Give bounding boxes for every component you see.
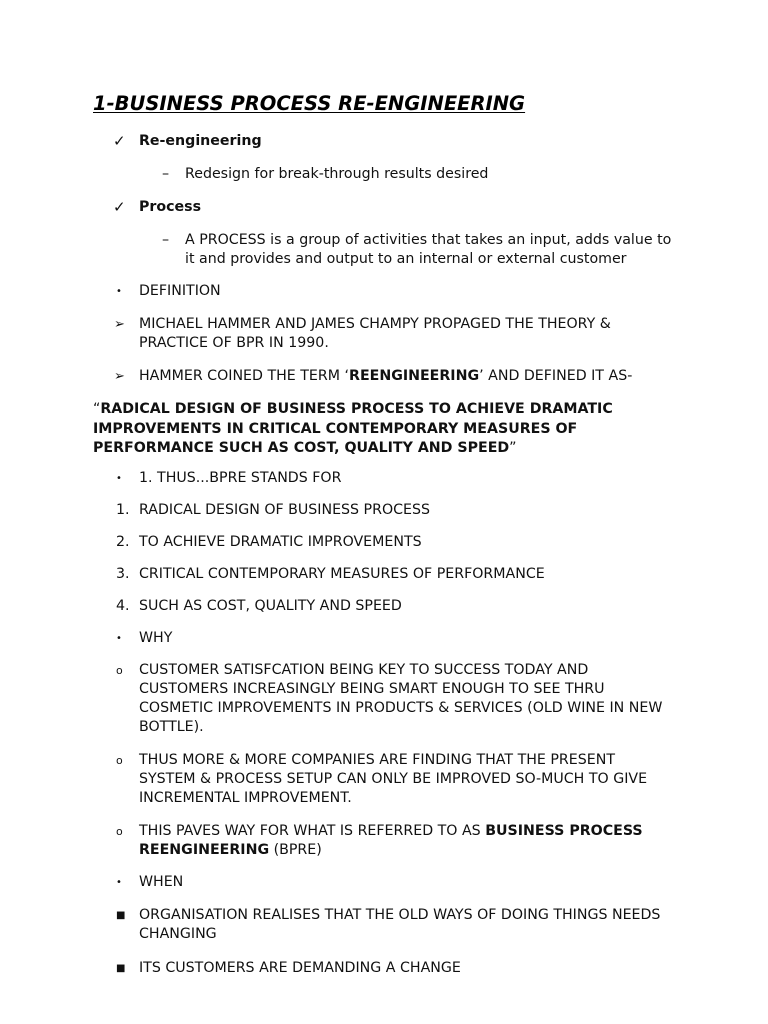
sub-item-text: Redesign for break-through results desired xyxy=(185,166,489,182)
list-number: 3. xyxy=(116,566,130,582)
checkmark-icon: ✓ xyxy=(113,132,126,150)
circle-item-text-line xyxy=(139,822,643,842)
square-bullet-marker: ■ xyxy=(116,910,126,921)
close-quote: ” xyxy=(509,440,517,456)
quote-text: PERFORMANCE SUCH AS COST, QUALITY AND SPEED xyxy=(93,440,510,456)
bullet-text: WHEN xyxy=(139,874,184,890)
square-item-text-line: CHANGING xyxy=(139,926,217,942)
circle-item-text-line: THUS MORE & MORE COMPANIES ARE FINDING THAT THE PRESENT xyxy=(139,752,615,768)
sub-item-text-line: A PROCESS is a group of activities that takes an input, adds value to xyxy=(185,232,672,248)
arrow-bullet-icon: ➢ xyxy=(114,369,125,384)
numbered-text: TO ACHIEVE DRAMATIC IMPROVEMENTS xyxy=(139,534,422,550)
circle-bullet-marker: o xyxy=(116,825,123,838)
bold-term: REENGINEERING xyxy=(139,842,270,858)
circle-item-text-line: INCREMENTAL IMPROVEMENT. xyxy=(139,790,352,806)
bold-term: BUSINESS PROCESS xyxy=(485,823,643,839)
definition-quote xyxy=(93,400,653,459)
numbered-text: CRITICAL CONTEMPORARY MEASURES OF PERFORMANCE xyxy=(139,566,545,582)
bullet-marker: • xyxy=(116,286,122,297)
checkmark-icon: ✓ xyxy=(113,198,126,216)
item-label: Process xyxy=(139,199,202,215)
bullet-text: DEFINITION xyxy=(139,283,221,299)
circle-item-text-line: BOTTLE). xyxy=(139,719,204,735)
text-segment: (BPRE) xyxy=(269,842,322,858)
quote-line xyxy=(93,400,653,420)
circle-bullet-marker: o xyxy=(116,664,123,677)
circle-item-text-line: COSMETIC IMPROVEMENTS IN PRODUCTS & SERVICES (OLD WINE IN NEW xyxy=(139,700,663,716)
dash-marker: – xyxy=(162,232,170,248)
bold-term: REENGINEERING xyxy=(349,368,480,384)
document-title: 1-BUSINESS PROCESS RE-ENGINEERING xyxy=(93,92,526,115)
square-item-text-line: ORGANISATION REALISES THAT THE OLD WAYS OF DOING THINGS NEEDS xyxy=(139,907,661,923)
arrow-item-text xyxy=(139,367,632,387)
arrow-item-text-line: PRACTICE OF BPR IN 1990. xyxy=(139,335,329,351)
bullet-marker: • xyxy=(116,473,122,484)
circle-bullet-marker: o xyxy=(116,754,123,767)
quote-line: IMPROVEMENTS IN CRITICAL CONTEMPORARY MEASURES OF xyxy=(93,420,578,437)
bullet-marker: • xyxy=(116,633,122,644)
numbered-text: SUCH AS COST, QUALITY AND SPEED xyxy=(139,598,402,614)
square-item-text-line: ITS CUSTOMERS ARE DEMANDING A CHANGE xyxy=(139,960,461,976)
text-segment: HAMMER COINED THE TERM ‘ xyxy=(139,368,350,384)
text-segment: ’ AND DEFINED IT AS- xyxy=(479,368,633,384)
bullet-text: WHY xyxy=(139,630,173,646)
list-number: 1. xyxy=(116,502,130,518)
open-quote: “ xyxy=(93,401,101,417)
circle-item-text-line: SYSTEM & PROCESS SETUP CAN ONLY BE IMPROVED SO-MUCH TO GIVE xyxy=(139,771,648,787)
arrow-item-text-line: MICHAEL HAMMER AND JAMES CHAMPY PROPAGED THE THEORY & xyxy=(139,316,611,332)
sub-item-text-line: it and provides and output to an internal or external customer xyxy=(185,251,627,267)
item-label: Re-engineering xyxy=(139,133,262,149)
dash-marker: – xyxy=(162,166,170,182)
circle-item-text-line: CUSTOMER SATISFCATION BEING KEY TO SUCCESS TODAY AND xyxy=(139,662,589,678)
square-bullet-marker: ■ xyxy=(116,963,126,974)
numbered-text: RADICAL DESIGN OF BUSINESS PROCESS xyxy=(139,502,431,518)
list-number: 2. xyxy=(116,534,130,550)
bullet-marker: • xyxy=(116,877,122,888)
text-segment: THIS PAVES WAY FOR WHAT IS REFERRED TO AS xyxy=(139,823,486,839)
quote-line xyxy=(93,439,653,459)
circle-item-text-line xyxy=(139,841,322,861)
bullet-text: 1. THUS...BPRE STANDS FOR xyxy=(139,470,342,486)
arrow-bullet-icon: ➢ xyxy=(114,317,125,332)
list-number: 4. xyxy=(116,598,130,614)
circle-item-text-line: CUSTOMERS INCREASINGLY BEING SMART ENOUGH TO SEE THRU xyxy=(139,681,605,697)
quote-text: RADICAL DESIGN OF BUSINESS PROCESS TO ACHIEVE DRAMATIC xyxy=(100,401,613,417)
